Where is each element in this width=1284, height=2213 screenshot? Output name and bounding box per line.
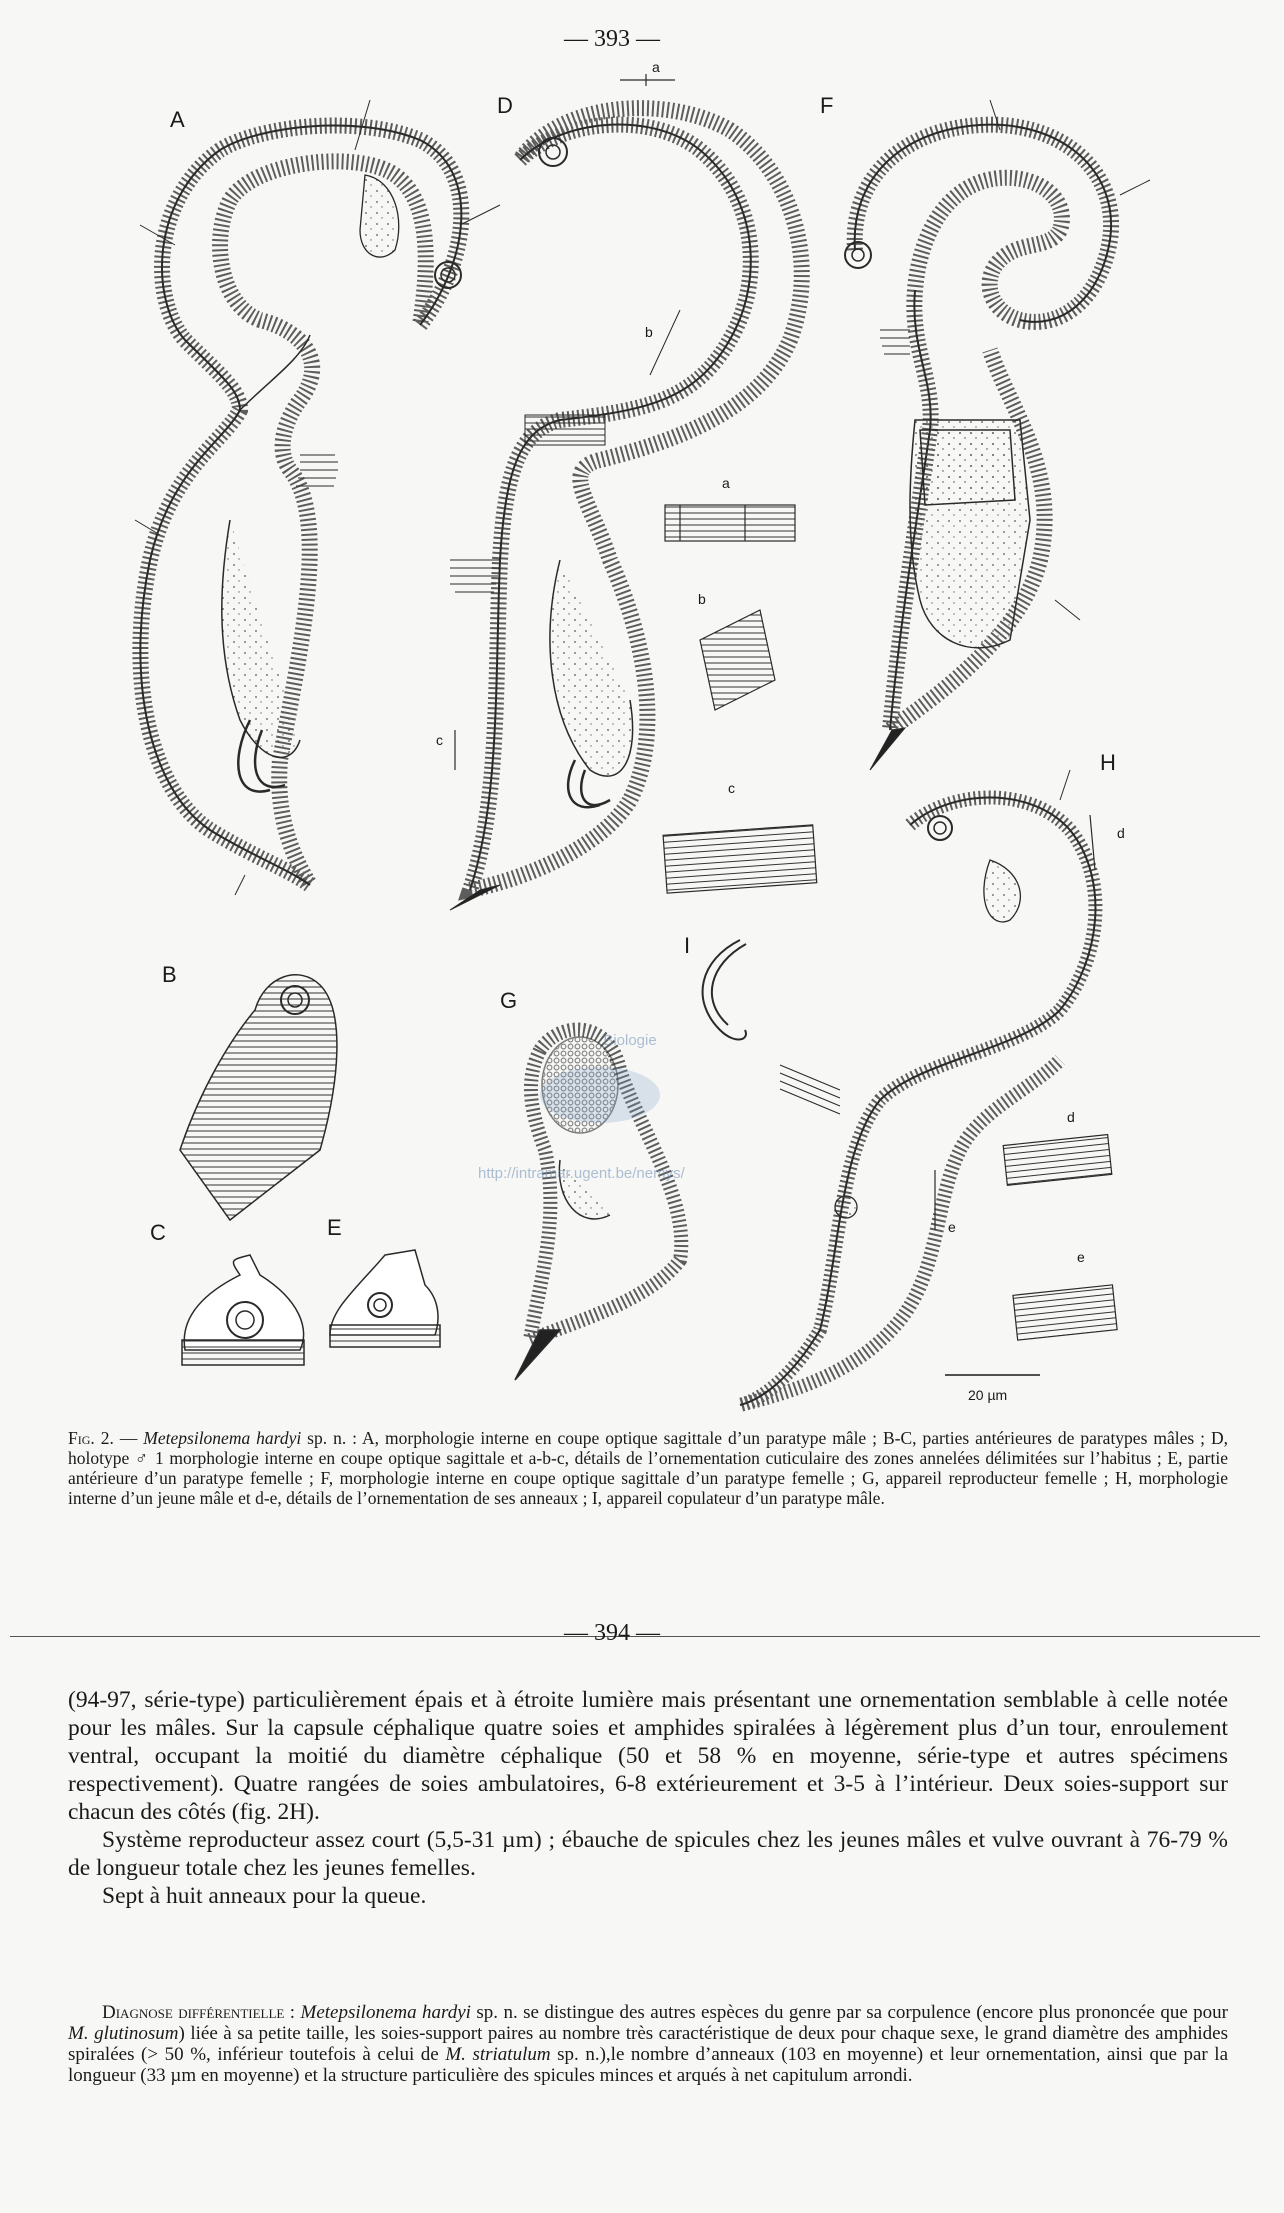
panel-label-f: F [820, 93, 834, 118]
panel-label-d: D [497, 93, 513, 118]
detail-c-drawing [663, 825, 817, 893]
body-text [68, 1686, 1228, 1910]
detail-d-drawing [1003, 1135, 1112, 1186]
panel-label-b: B [162, 962, 177, 987]
panel-label-i: I [684, 933, 691, 958]
panel-label-c: C [150, 1220, 166, 1245]
panel-b-drawing [180, 975, 337, 1220]
panel-label-e: E [327, 1215, 342, 1240]
detail-label-e-habitus: e [948, 1219, 956, 1235]
panel-a-drawing [135, 100, 500, 895]
panel-label-h: H [1100, 750, 1116, 775]
detail-label-d-habitus: d [1117, 825, 1125, 841]
diagnosis-species-1: Metepsilonema hardyi [300, 2002, 471, 2023]
watermark-url: http://intramar.ugent.be/nemys/ [478, 1165, 685, 1182]
panel-e-drawing [330, 1250, 440, 1347]
panel-label-a: A [170, 107, 185, 132]
diagnosis-heading: Diagnose différentielle : [102, 2002, 296, 2023]
diagnosis-text-3: ) liée à sa petite taille, les soies-support paires au nombre très caractéristique de deux pour chaque sexe, le grand diamètre des amphides spiralées (> 50 %, inférieur toutefois à celui de [68, 2023, 1228, 2065]
diagnosis-paragraph [68, 2002, 1228, 2086]
figure-caption [68, 1428, 1228, 1508]
detail-label-d: d [1067, 1109, 1075, 1125]
diagnosis-text-4: sp. n.),le nombre d’anneaux (103 en moyenne) et leur ornementation, ainsi que par la longueur (33 µm en moyenne) et la structure particulière des spicules minces et arqués à net capitulum arrondi. [68, 2044, 1229, 2086]
detail-e-drawing [1013, 1285, 1117, 1340]
detail-label-e: e [1077, 1249, 1085, 1265]
caption-fig-label: Fig. 2. — [68, 1428, 138, 1448]
diagnosis-species-2: M. glutinosum [68, 2023, 179, 2044]
page-number-top: — 393 — [564, 26, 660, 52]
panel-d-drawing [450, 74, 802, 910]
page-number-middle: — 394 — [564, 1620, 660, 1646]
caption-species: Metepsilonema hardyi [143, 1428, 302, 1448]
diagnosis-text-2: sp. n. se distingue des autres espèces du genre par sa corpulence (encore plus prononcée que pour [470, 2002, 1229, 2023]
figure-plate [0, 60, 1284, 1420]
detail-label-c: c [728, 780, 735, 796]
body-paragraph-2: Système reproducteur assez court (5,5-31 µm) ; ébauche de spicules chez les jeunes mâles et vulve ouvrant à 76-79 % de longueur totale chez les jeunes femelles. [68, 1827, 1228, 1881]
detail-label-b-habitus: b [645, 324, 653, 340]
detail-label-c-habitus: c [436, 732, 443, 748]
scale-bar-label: 20 µm [968, 1387, 1008, 1403]
watermark-logo-text: Biologie [603, 1032, 657, 1049]
body-paragraph-3: Sept à huit anneaux pour la queue. [102, 1883, 427, 1909]
detail-a-drawing [665, 505, 795, 541]
panel-i-drawing [703, 940, 746, 1039]
panel-f-drawing [845, 100, 1150, 770]
panel-c-drawing [182, 1255, 304, 1365]
detail-b-drawing [700, 610, 775, 710]
panel-label-g: G [500, 988, 518, 1013]
detail-label-a: a [722, 475, 730, 491]
caption-text: sp. n. : A, morphologie interne en coupe optique sagittale d’un paratype mâle ; B-C, parties antérieures de paratypes mâles ; D, holotype ♂ 1 morphologie interne en coupe optique sagittale et a-b-c, détails de l’ornementation cuticulaire des zones annelées délimitées sur l’habitus ; E, partie antérieure d’un paratype femelle ; F, morphologie interne en coupe optique sagittale d’un paratype femelle ; G, appareil reproducteur femelle ; H, morphologie interne d’un jeune mâle et d-e, détails de l’ornementation de ses anneaux ; I, appareil copulateur d’un paratype mâle. [68, 1428, 1228, 1508]
detail-label-b: b [698, 591, 706, 607]
diagnosis-species-3: M. striatulum [445, 2044, 551, 2065]
detail-label-a-habitus: a [652, 60, 660, 75]
body-paragraph-1: (94-97, série-type) particulièrement épais et à étroite lumière mais présentant une ornementation semblable à celle notée pour les mâles. Sur la capsule céphalique quatre soies et amphides spiralées à légèrement plus d’un tour, enroulement ventral, occupant la moitié du diamètre céphalique (50 et 58 % en moyenne, série-type et autres spécimens respectivement). Quatre rangées de soies ambulatoires, 6-8 extérieurement et 3-5 à l’intérieur. Deux soies-support sur chacun des côtés (fig. 2H). [68, 1687, 1228, 1825]
